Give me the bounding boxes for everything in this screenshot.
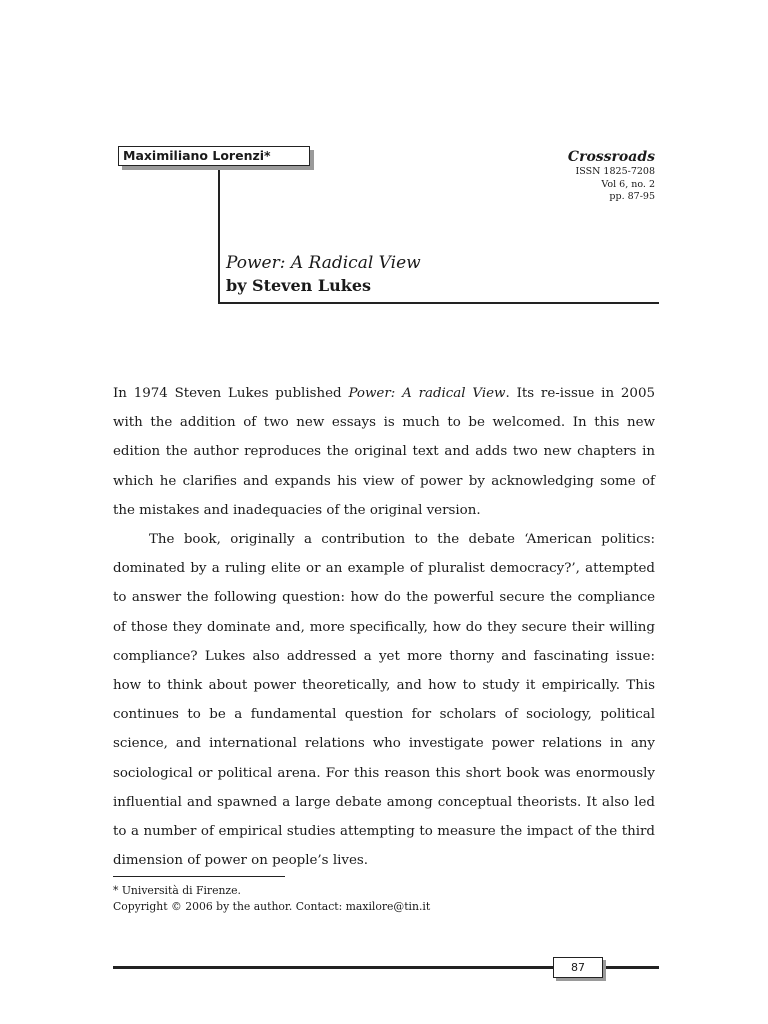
journal-volume: Vol 6, no. 2: [601, 178, 655, 190]
paragraph-1-start: In 1974 Steven Lukes published: [113, 386, 349, 401]
book-title-italic: Power: A radical View: [348, 386, 506, 401]
page-number-box: [553, 957, 603, 978]
footnotes: [113, 883, 430, 915]
title-underline-rule: [218, 302, 659, 304]
journal-issn: ISSN 1825-7208: [575, 166, 655, 177]
article-body: [113, 379, 655, 875]
article-title: Power: A Radical View: [226, 253, 421, 273]
article-subtitle: by Steven Lukes: [226, 276, 372, 295]
header-vertical-rule: [218, 165, 220, 304]
page-number: 87: [571, 961, 585, 974]
paragraph-1-rest: . Its re-issue in 2005 with the addition of two new essays is much to be welcomed. In this new edition the author reproduces the original text and adds two new chapters in which he clarifies and expands his view of power by acknowledging some of the mistakes and inadequacies of the original version.: [113, 386, 655, 518]
footnote-affiliation: * Università di Firenze.: [113, 884, 241, 897]
footer-rule-right: [604, 966, 659, 969]
footnote-rule: [113, 876, 285, 877]
footer-rule-left: [113, 966, 554, 969]
footnote-copyright: Copyright © 2006 by the author. Contact: maxilore@tin.it: [113, 900, 431, 913]
journal-info: [568, 148, 655, 204]
paragraph-2: The book, originally a contribution to the debate ‘American politics: dominated by a ruling elite or an example of pluralist democracy?’, attempted to answer the following question: how do the powerful secure the compliance of those they dominate and, more specifically, how do they secure their willing compliance? Lukes also addressed a yet more thorny and fascinating issue: how to think about power theoretically, and how to study it empirically. This continues to be a fundamental question for scholars of sociology, political science, and international relations who investigate power relations in any sociological or political arena. For this reason this short book was enormously influential and spawned a large debate among conceptual theorists. It also led to a number of empirical studies attempting to measure the impact of the third dimension of power on people’s lives.: [113, 532, 655, 869]
article-title-block: [226, 251, 421, 297]
journal-pages: pp. 87-95: [609, 191, 655, 202]
author-name: Maximiliano Lorenzi*: [123, 148, 271, 163]
paragraph-1: [113, 379, 655, 525]
author-name-box: [118, 146, 310, 166]
journal-name: Crossroads: [567, 149, 655, 165]
